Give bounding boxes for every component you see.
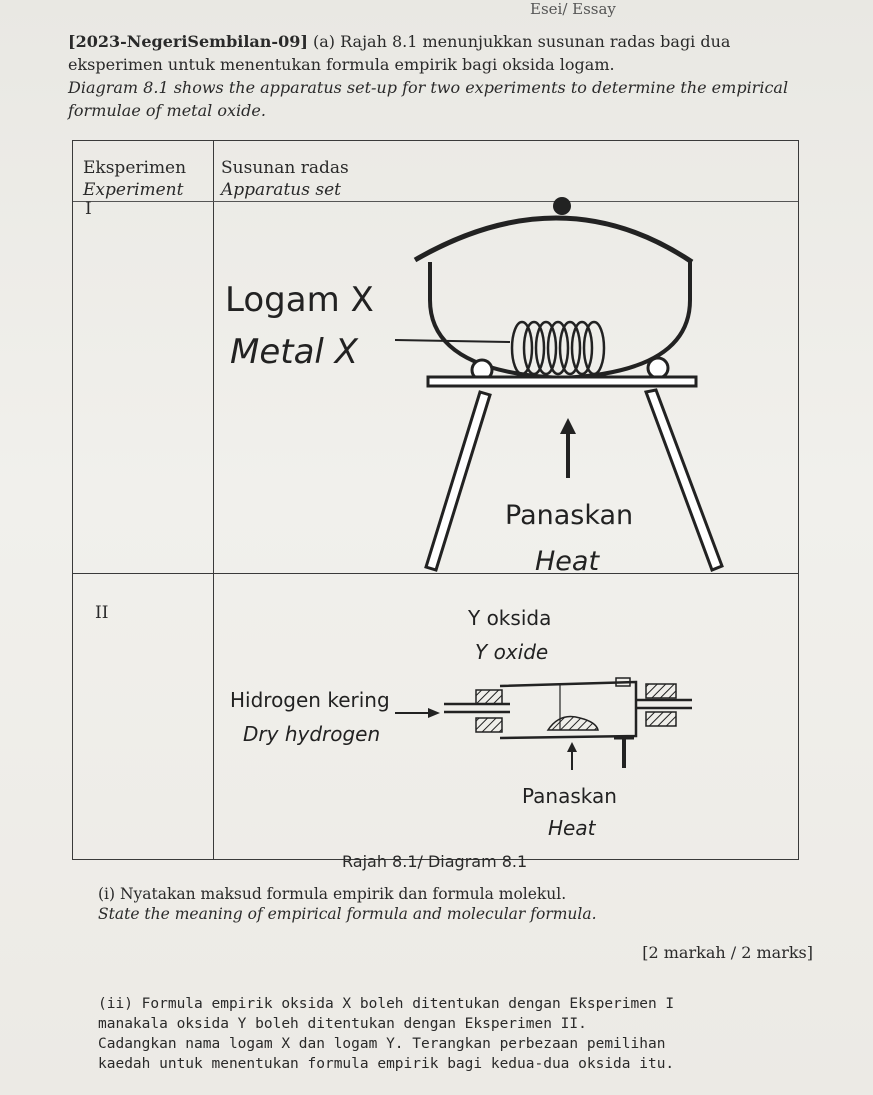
part-ii-line-2: manakala oksida Y boleh ditentukan dengan Eksperimen II. <box>98 1016 587 1032</box>
stopper-right-top <box>646 684 676 698</box>
question-intro-en: Diagram 8.1 shows the apparatus set-up for two experiments to determine the empirical formulae of metal oxide. <box>68 78 789 120</box>
header-experiment-ms: Eksperimen <box>83 158 187 178</box>
pipeclay-triangle-right <box>648 358 668 378</box>
part-i-marks: [2 markah / 2 marks] <box>642 943 813 962</box>
y-oxide-sample <box>548 717 598 731</box>
row-label-i: I <box>85 199 92 219</box>
section-tag: Esei/ Essay <box>530 0 616 18</box>
metal-x-coil <box>512 322 604 374</box>
y-oxide-label-ms: Y oksida <box>468 606 552 630</box>
part-ii-line-1: (ii) Formula empirik oksida X boleh ditentukan dengan Eksperimen I <box>98 996 675 1012</box>
diagram-caption: Rajah 8.1/ Diagram 8.1 <box>342 852 528 871</box>
heat-label-ms-1: Panaskan <box>505 500 634 531</box>
stopper-left-top <box>476 690 502 704</box>
row-label-ii: II <box>95 603 109 623</box>
part-i-ms: (i) Nyatakan maksud formula empirik dan formula molekul. <box>98 885 567 903</box>
heat-label-en-2: Heat <box>548 816 596 840</box>
dry-hydrogen-label-ms: Hidrogen kering <box>230 688 390 712</box>
tripod-leg-right <box>646 390 722 570</box>
header-experiment-en: Experiment <box>83 180 184 200</box>
stopper-left-bottom <box>476 718 502 732</box>
heat-arrow-head-1 <box>560 418 576 434</box>
question-source: [2023-NegeriSembilan-09] <box>68 32 308 51</box>
stopper-right-bottom <box>646 712 676 726</box>
part-i-en: State the meaning of empirical formula and molecular formula. <box>98 905 597 923</box>
part-ii-line-3: Cadangkan nama logam X dan logam Y. Terangkan perbezaan pemilihan <box>98 1036 666 1052</box>
tripod-leg-left <box>426 392 490 570</box>
hydrogen-arrow-head <box>428 708 440 718</box>
heat-label-en-1: Heat <box>535 546 600 577</box>
crucible-lid <box>415 218 692 262</box>
heat-label-ms-2: Panaskan <box>522 784 617 808</box>
question-intro-ms: (a) Rajah 8.1 menunjukkan susunan radas bagi dua eksperimen untuk menentukan formula empirik bagi oksida logam. <box>68 32 731 74</box>
metal-x-pointer <box>395 340 510 342</box>
crucible-setup <box>395 197 722 570</box>
header-apparatus-ms: Susunan radas <box>221 158 349 178</box>
crucible-lid-knob <box>553 197 571 215</box>
metal-x-label-ms: Logam X <box>225 280 374 320</box>
dry-hydrogen-label-en: Dry hydrogen <box>243 722 381 746</box>
part-i <box>98 884 818 924</box>
y-oxide-label-en: Y oxide <box>475 640 549 664</box>
tripod-top <box>428 377 696 386</box>
combustion-tube-setup <box>395 678 692 770</box>
metal-x-label-en: Metal X <box>230 332 358 372</box>
part-ii-line-4: kaedah untuk menentukan formula empirik bagi kedua-dua oksida itu. <box>98 1056 675 1072</box>
heat-arrow-head-2 <box>567 742 577 752</box>
part-ii <box>98 994 818 1074</box>
header-apparatus-en: Apparatus set <box>221 180 341 200</box>
